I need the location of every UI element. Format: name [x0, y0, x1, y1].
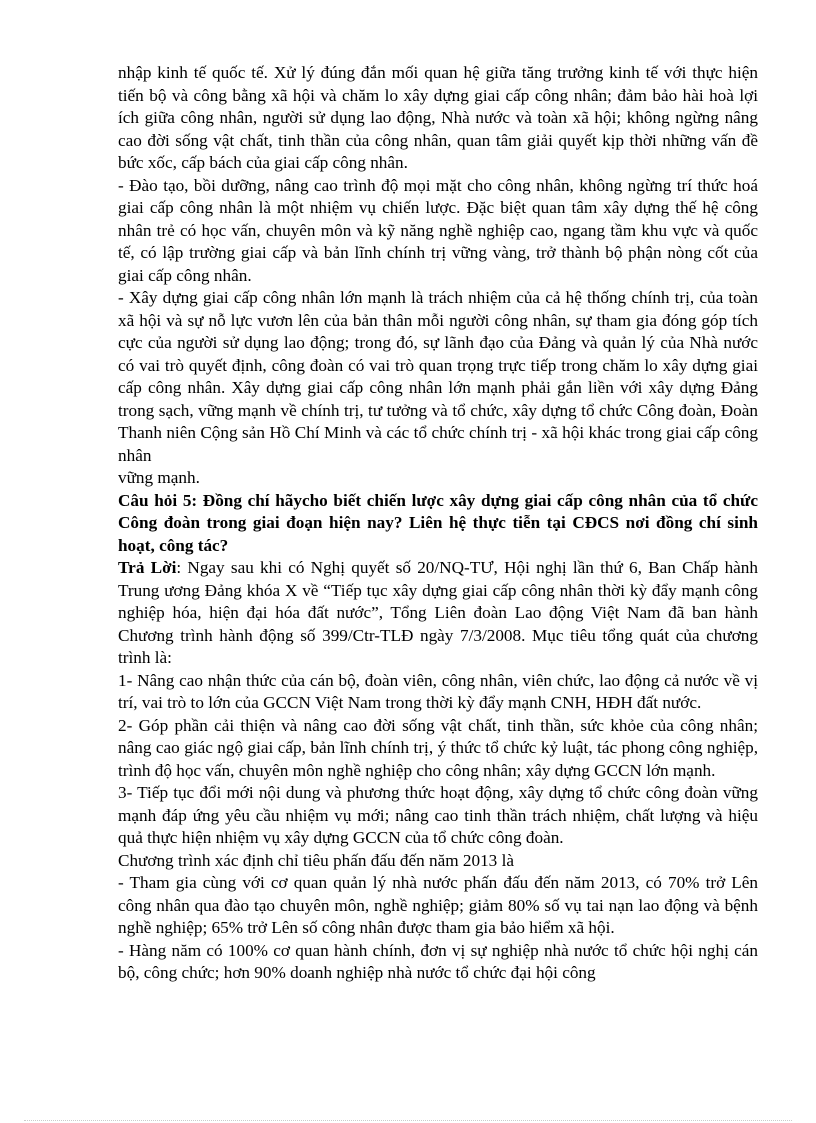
objective-1: 1- Nâng cao nhận thức của cán bộ, đoàn viên, công nhân, viên chức, lao động cả nước về vị trí, vai trò to lớn của GCCN Việt Nam trong thời kỳ đẩy mạnh CNH, HĐH đất nước. [118, 670, 758, 712]
target-2: - Hàng năm có 100% cơ quan hành chính, đơn vị sự nghiệp nhà nước tổ chức hội nghị cán bộ, công chức; hơn 90% doanh nghiệp nhà nước tổ chức đại hội công [118, 940, 758, 982]
answer-paragraph [118, 557, 758, 670]
answer-intro-text: : Ngay sau khi có Nghị quyết số 20/NQ-TƯ, Hội nghị lần thứ 6, Ban Chấp hành Trung ương Đảng khóa X về “Tiếp tục xây dựng giai cấp công nhân thời kỳ đẩy mạnh công nghiệp hóa, hiện đại hóa đất nước”, Tổng Liên đoàn Lao động Việt Nam đã ban hành Chương trình hành động số 399/Ctr-TLĐ ngày 7/3/2008. Mục tiêu tổng quát của chương trình là: [118, 558, 758, 667]
document-page [118, 62, 758, 985]
page-bottom-divider [24, 1120, 792, 1121]
target-intro: Chương trình xác định chỉ tiêu phấn đấu đến năm 2013 là [118, 850, 514, 870]
answer-label: Trả Lời [118, 558, 177, 577]
paragraph-worker-life: nhập kinh tế quốc tế. Xử lý đúng đắn mối quan hệ giữa tăng trưởng kinh tế với thực hiện tiến bộ và công bằng xã hội và chăm lo xây dựng giai cấp công nhân; đảm bảo hài hoà lợi ích giữa công nhân, người sử dụng lao động, Nhà nước và toàn xã hội; không ngừng nâng cao đời sống vật chất, tinh thần của công nhân, quan tâm giải quyết kịp thời những vấn đề bức xốc, cấp bách của giai cấp công nhân. [118, 63, 758, 172]
paragraph-training: - Đào tạo, bồi dưỡng, nâng cao trình độ mọi mặt cho công nhân, không ngừng trí thức hoá giai cấp công nhân là một nhiệm vụ chiến lược. Đặc biệt quan tâm xây dựng thế hệ công nhân trẻ có học vấn, chuyên môn và kỹ năng nghề nghiệp cao, ngang tầm khu vực và quốc tế, có lập trường giai cấp và bản lĩnh chính trị vững vàng, trở thành bộ phận nòng cốt của giai cấp công nhân. [118, 175, 758, 285]
paragraph-strong: vững mạnh. [118, 468, 200, 487]
objective-2: 2- Góp phần cải thiện và nâng cao đời sống vật chất, tinh thần, sức khỏe của công nhân; nâng cao giác ngộ giai cấp, bản lĩnh chính trị, ý thức tổ chức kỷ luật, tác phong công nghiệp, trình độ học vấn, chuyên môn nghề nghiệp cho công nhân; xây dựng GCCN lớn mạnh. [118, 715, 758, 780]
objective-3: 3- Tiếp tục đổi mới nội dung và phương thức hoạt động, xây dựng tổ chức công đoàn vững mạnh đáp ứng yêu cầu nhiệm vụ mới; nâng cao tinh thần trách nhiệm, chất lượng và hiệu quả thực hiện nhiệm vụ xây dựng GCCN của tổ chức công đoàn. [118, 783, 758, 847]
target-1: - Tham gia cùng với cơ quan quản lý nhà nước phấn đấu đến năm 2013, có 70% trở Lên công nhân qua đào tạo chuyên môn, nghề nghiệp; giảm 80% số vụ tai nạn lao động và bệnh nghề nghiệp; 65% trở Lên số công nhân được tham gia bảo hiểm xã hội. [118, 873, 758, 937]
paragraph-responsibility: - Xây dựng giai cấp công nhân lớn mạnh là trách nhiệm của cả hệ thống chính trị, của toàn xã hội và sự nỗ lực vươn lên của bản thân mỗi người công nhân, sự tham gia đóng góp tích cực của người sử dụng lao động; trong đó, sự lãnh đạo của Đảng và quản lý của Nhà nước có vai trò quyết định, công đoàn có vai trò quan trọng trực tiếp trong chăm lo xây dựng giai cấp công nhân. Xây dựng giai cấp công nhân lớn mạnh phải gắn liền với xây dựng Đảng trong sạch, vững mạnh về chính trị, tư tưởng và tổ chức, xây dựng tổ chức Công đoàn, Đoàn Thanh niên Cộng sản Hồ Chí Minh và các tổ chức chính trị - xã hội khác trong giai cấp công nhân [118, 288, 758, 465]
question-5-heading: Câu hỏi 5: Đồng chí hãycho biết chiến lược xây dựng giai cấp công nhân của tổ chức Công đoàn trong giai đoạn hiện nay? Liên hệ thực tiễn tại CĐCS nơi đồng chí sinh hoạt, công tác? [118, 490, 758, 555]
